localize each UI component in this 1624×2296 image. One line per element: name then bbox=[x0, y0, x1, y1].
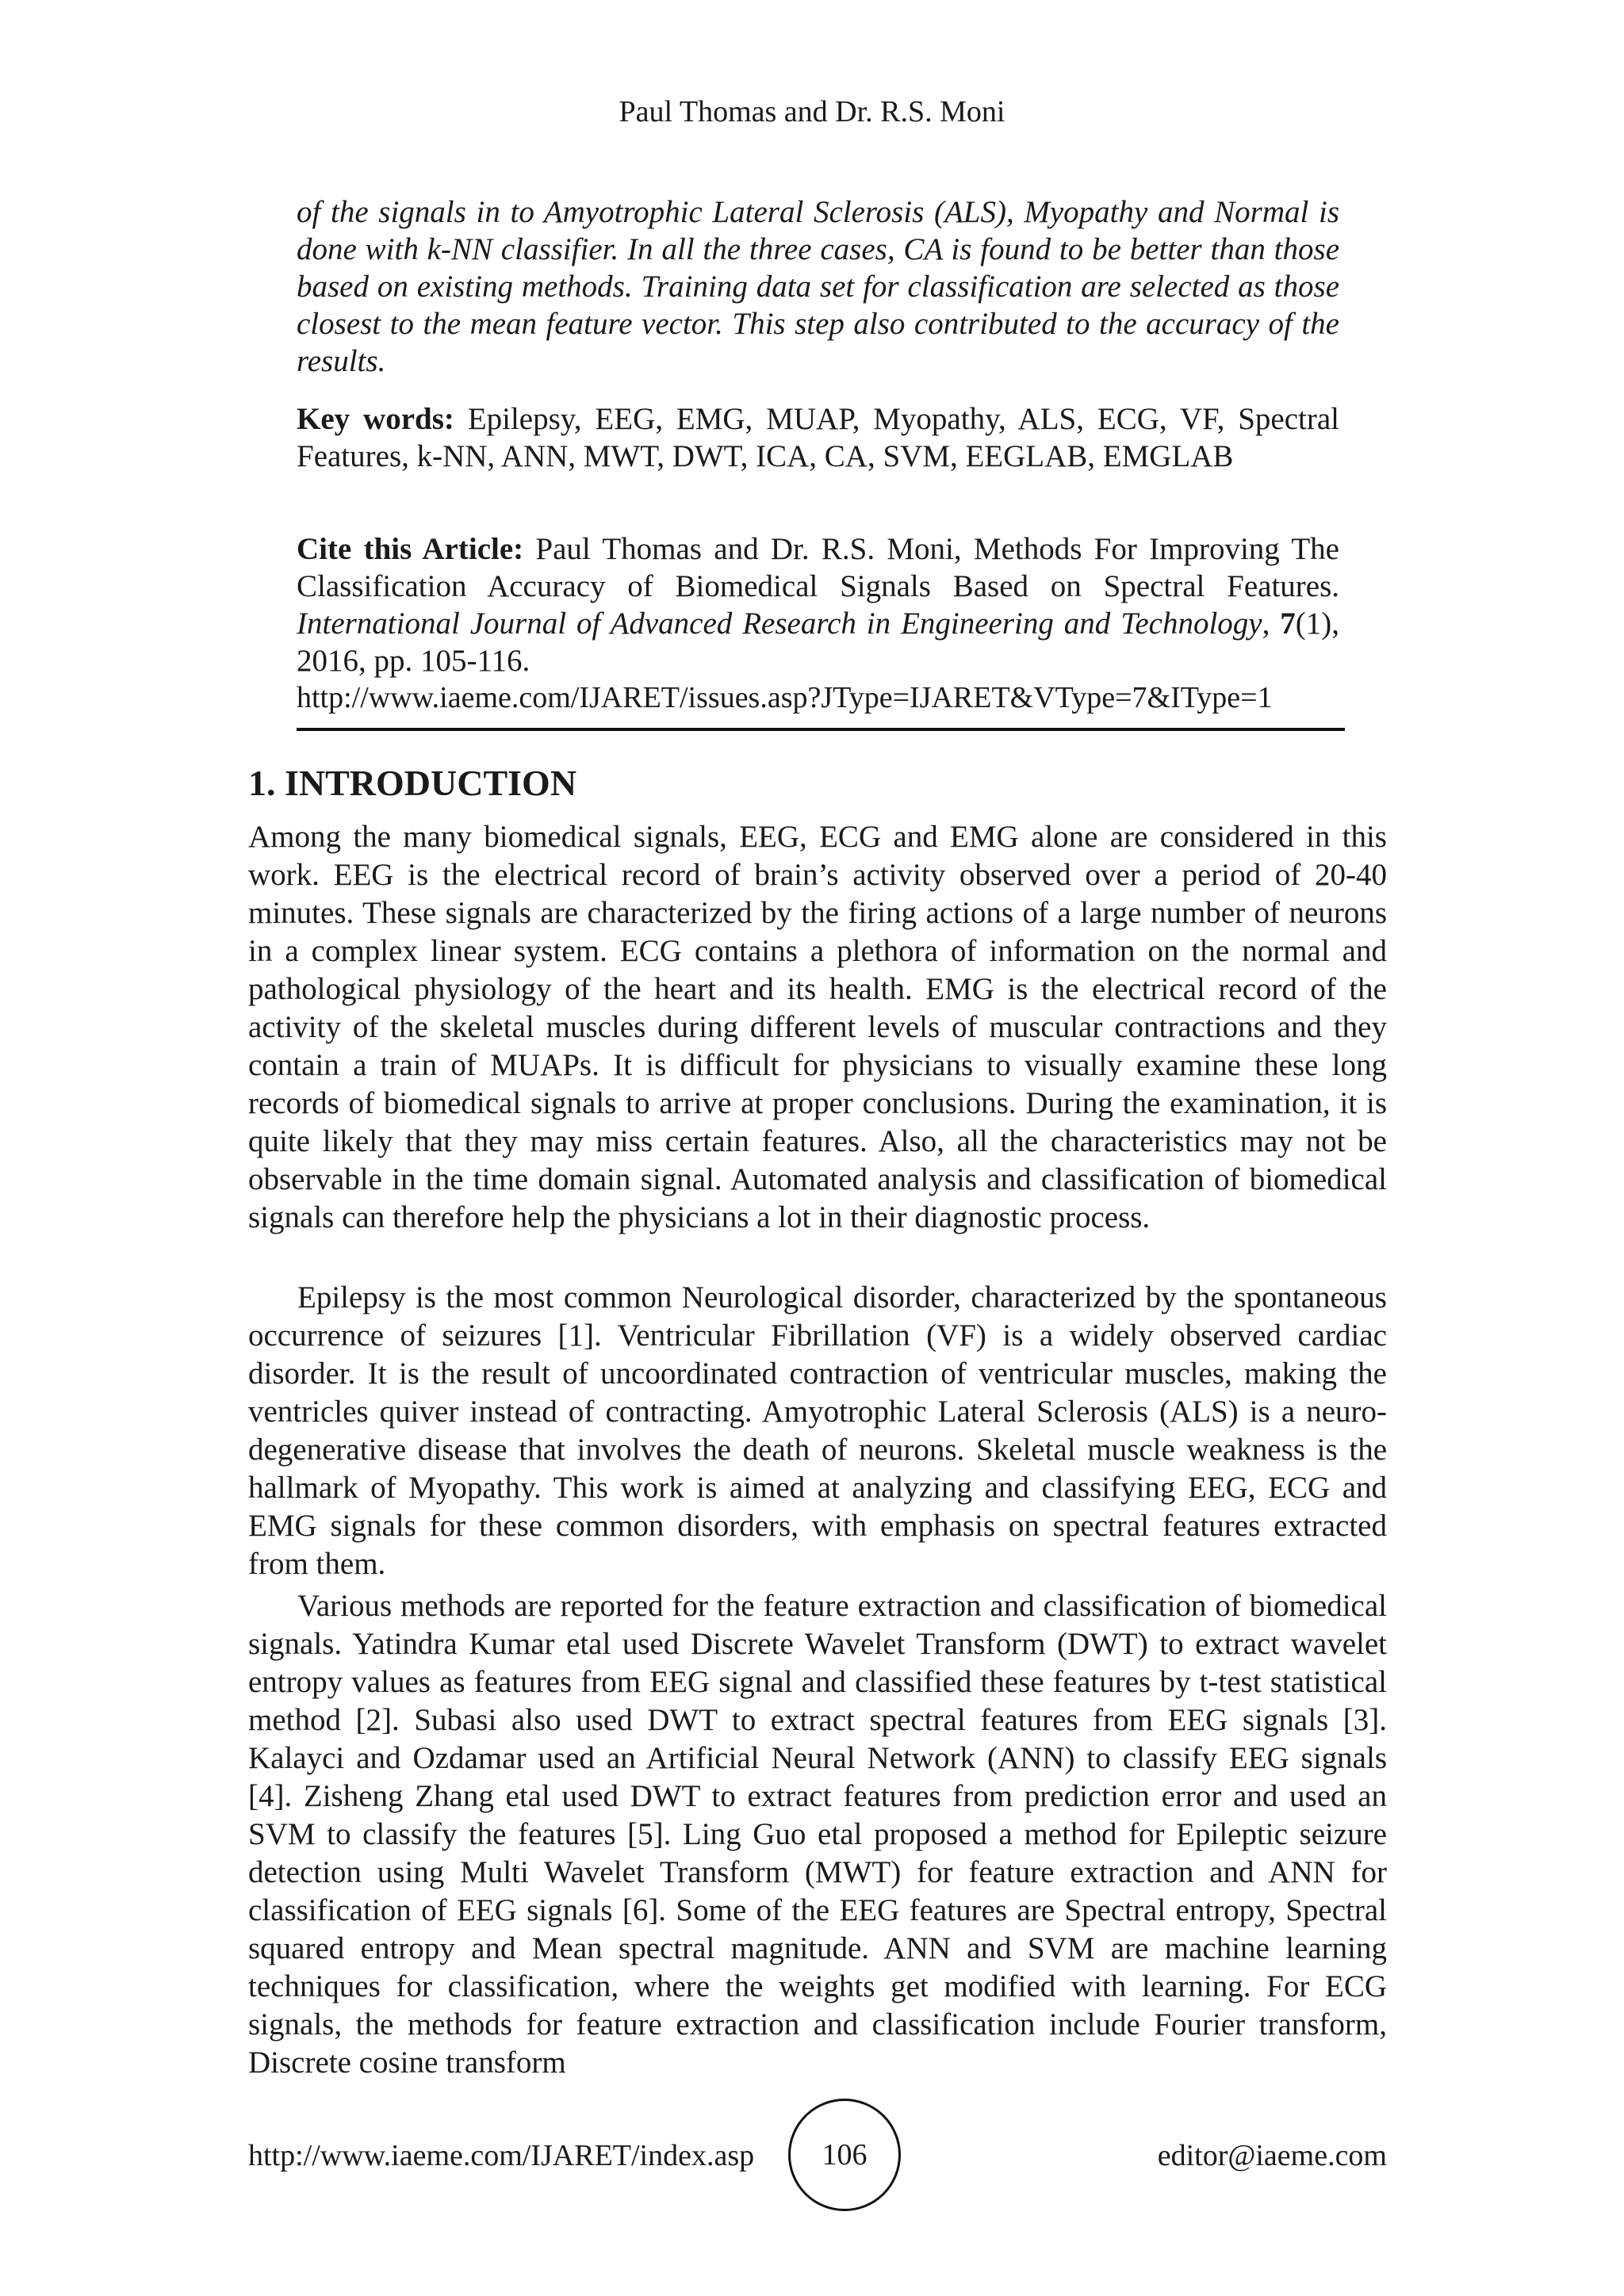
running-header: Paul Thomas and Dr. R.S. Moni bbox=[619, 95, 1005, 128]
cite-issue-pages: (1), 2016, pp. 105-116. bbox=[297, 607, 1340, 678]
footer-url-link[interactable]: http://www.iaeme.com/IJARET/index.asp bbox=[248, 2139, 755, 2172]
cite-url-link[interactable]: http://www.iaeme.com/IJARET/issues.asp?JType=IJARET&VType=7&IType=1 bbox=[297, 681, 1273, 714]
section-heading: 1. INTRODUCTION bbox=[248, 763, 577, 803]
cite-text: Paul Thomas and Dr. R.S. Moni, Methods For Improving The Classification Accuracy of Biomedical Signals Based on Spectral Features. bbox=[297, 532, 1339, 603]
cite-label: Cite this Article: bbox=[297, 532, 524, 566]
page-number: 106 bbox=[788, 2099, 901, 2211]
cite-volume: 7 bbox=[1280, 607, 1296, 641]
paragraph: Epilepsy is the most common Neurological disorder, characterized by the spontaneous occurrence of seizures [1]. Ventricular Fibrillation (VF) is a widely observed cardiac disorder. It is the result of uncoordinated contraction of ventricular muscles, making the ventricles quiver instead of contracting. Amyotrophic Lateral Sclerosis (ALS) is a neuro-degenerative disease that involves the death of neurons. Skeletal muscle weakness is the hallmark of Myopathy. This work is aimed at analyzing and classifying EEG, ECG and EMG signals for these common disorders, with emphasis on spectral features extracted from them. bbox=[248, 1280, 1387, 1581]
citation: Cite this Article: Paul Thomas and Dr. R.S. Moni, Methods For Improving The Classification Accuracy of Biomedical Signals Based on Spectral Features. International Journal of Advanced Research in Engineering and Technology, 7(1), 2016, pp. 105-116. http://www.iaeme.com/IJARET/issues.asp?JType=IJARET&VType=7&IType=1 bbox=[297, 530, 1339, 717]
paragraph: Among the many biomedical signals, EEG, ECG and EMG alone are considered in this work. EEG is the electrical record of brain’s activity observed over a period of 20-40 minutes. These signals are characterized by the firing actions of a large number of neurons in a complex linear system. ECG contains a plethora of information on the normal and pathological physiology of the heart and its health. EMG is the electrical record of the activity of the skeletal muscles during different levels of muscular contractions and they contain a train of MUAPs. It is difficult for physicians to visually examine these long records of biomedical signals to arrive at proper conclusions. During the examination, it is quite likely that they may miss certain features. Also, all the characteristics may not be observable in the time domain signal. Automated analysis and classification of biomedical signals can therefore help the physicians a lot in their diagnostic process. bbox=[248, 820, 1387, 1234]
footer-email-link[interactable]: editor@iaeme.com bbox=[1157, 2139, 1387, 2172]
cite-journal: International Journal of Advanced Research in Engineering and Technology bbox=[297, 607, 1262, 641]
keywords-label: Key words: bbox=[297, 402, 454, 436]
abstract-text: of the signals in to Amyotrophic Lateral Sclerosis (ALS), Myopathy and Normal is done with k-NN classifier. In all the three cases, CA is found to be better than those based on existing methods. Training data set for classification are selected as those closest to the mean feature vector. This step also contributed to the accuracy of the results. bbox=[297, 195, 1339, 378]
abstract-divider bbox=[297, 728, 1345, 731]
keywords-text: Epilepsy, EEG, EMG, MUAP, Myopathy, ALS, ECG, VF, Spectral Features, k-NN, ANN, MWT, DWT, ICA, CA, SVM, EEGLAB, EMGLAB bbox=[297, 402, 1340, 473]
paragraph: Various methods are reported for the feature extraction and classification of biomedical signals. Yatindra Kumar etal used Discrete Wavelet Transform (DWT) to extract wavelet entropy values as features from EEG signal and classified these features by t-test statistical method [2]. Subasi also used DWT to extract spectral features from EEG signals [3]. Kalayci and Ozdamar used an Artificial Neural Network (ANN) to classify EEG signals [4]. Zisheng Zhang etal used DWT to extract features from prediction error and used an SVM to classify the features [5]. Ling Guo etal proposed a method for Epileptic seizure detection using Multi Wavelet Transform (MWT) for feature extraction and ANN for classification of EEG signals [6]. Some of the EEG features are Spectral entropy, Spectral squared entropy and Mean spectral magnitude. ANN and SVM are machine learning techniques for classification, where the weights get modified with learning. For ECG signals, the methods for feature extraction and classification include Fourier transform, Discrete cosine transform bbox=[248, 1589, 1387, 2080]
keywords bbox=[297, 400, 1339, 475]
